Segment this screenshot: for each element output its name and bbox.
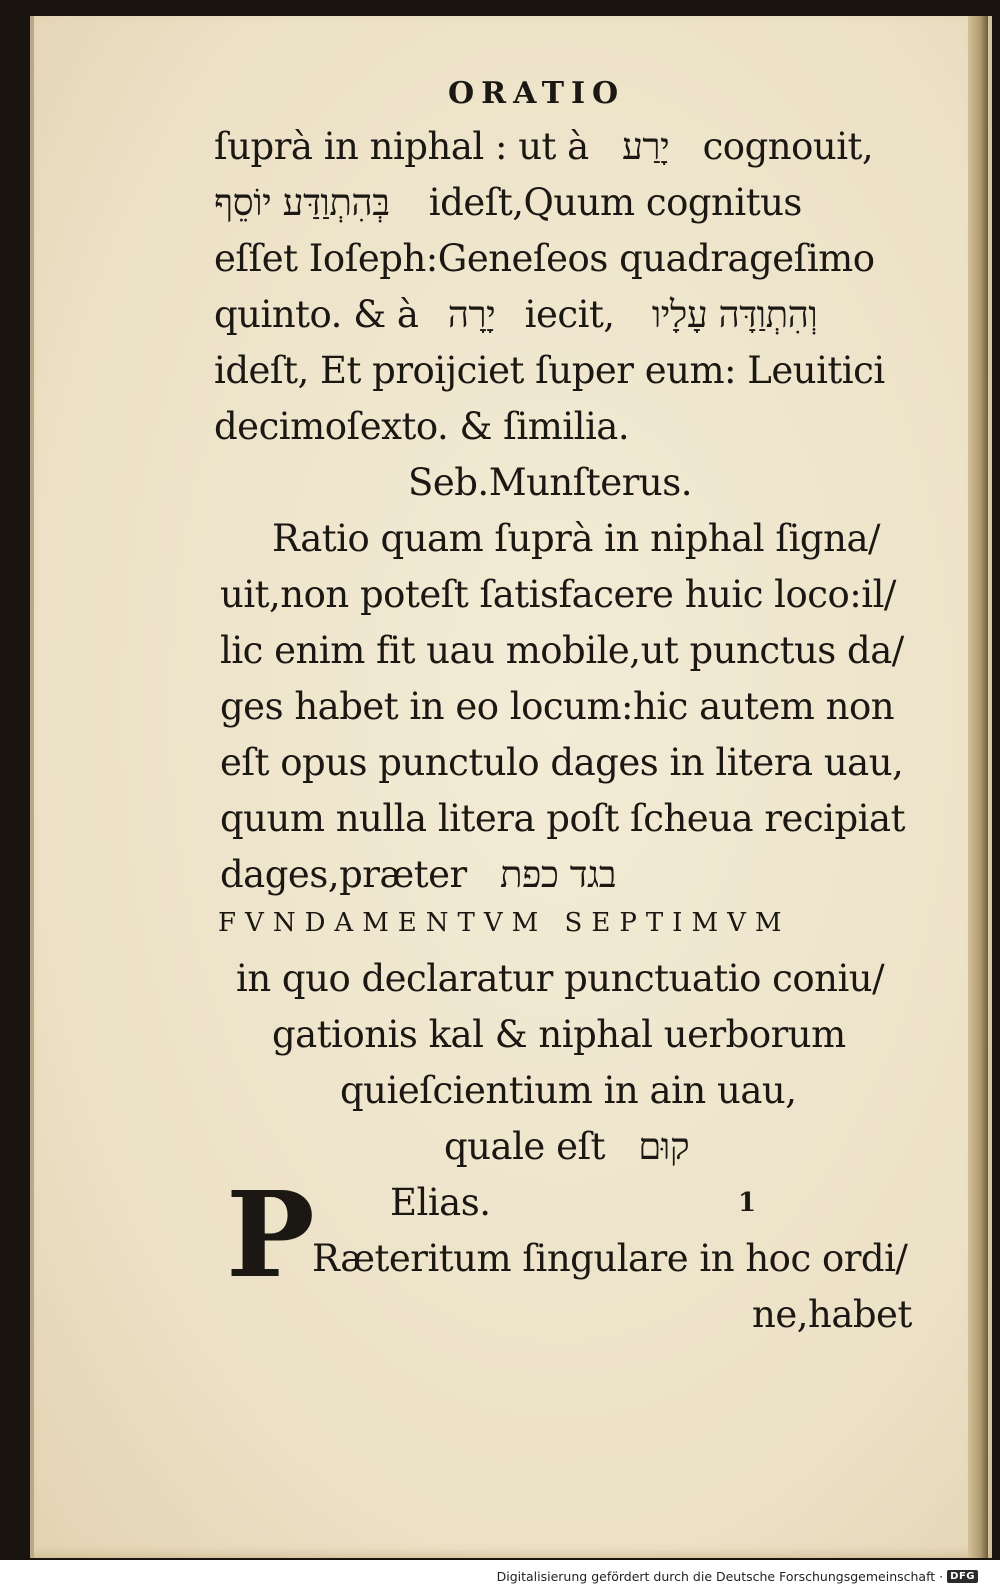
hebrew-phrase: בגד כפת	[499, 853, 617, 896]
hebrew-phrase: בְּהִתְוַדַּע יוֹסֵף	[214, 181, 390, 224]
page-edge	[968, 16, 988, 1558]
final-line-2: ne,habet	[752, 1293, 912, 1336]
final-line-1: Ræteritum ſingulare in hoc ordi/	[312, 1237, 908, 1280]
hebrew-word: יָרָה	[447, 293, 496, 336]
section-subheading-1: in quo declaratur punctuatio coniu/	[236, 957, 885, 1000]
hebrew-phrase: וְהִתְוַדָּה עָלָיו	[651, 293, 818, 336]
footer-text: Digitalisierung gefördert durch die Deutsche Forschungsgemeinschaft	[496, 1568, 936, 1584]
section-heading: FVNDAMENTVM SEPTIMVM	[218, 908, 791, 938]
text-line-5: ideſt, Et proijciet ſuper eum: Leuitici	[214, 349, 885, 392]
author-heading-2: Elias.	[390, 1181, 491, 1224]
marginal-number: 1	[738, 1188, 757, 1218]
paragraph-line-2: uit,non poteſt ſatisfacere huic loco:il/	[220, 573, 896, 616]
text-line-6: decimoſexto. & ſimilia.	[214, 405, 630, 448]
paragraph-line-1: Ratio quam ſuprà in niphal ſigna/	[272, 517, 880, 560]
text-line-2: בְּהִתְוַדַּע יוֹסֵף ideſt,Quum cognitus	[214, 181, 802, 224]
paragraph-line-7: dages,præter בגד כפת	[220, 853, 617, 896]
paragraph-line-5: eſt opus punctulo dages in litera uau,	[220, 741, 904, 784]
paragraph-line-6: quum nulla litera poſt ſcheua recipiat	[220, 797, 905, 840]
drop-cap: P	[226, 1165, 315, 1304]
hebrew-word: קוּם	[638, 1125, 690, 1168]
section-subheading-3: quieſcientium in ain uau,	[340, 1069, 797, 1112]
author-heading: Seb.Munſterus.	[408, 461, 692, 504]
text-line-4: quinto. & à יָרָה iecit, וְהִתְוַדָּה עָלָיו	[214, 293, 818, 336]
paragraph-line-4: ges habet in eo locum:hic autem non	[220, 685, 895, 728]
running-head: ORATIO	[448, 76, 626, 111]
section-subheading-2: gationis kal & niphal uerborum	[272, 1013, 846, 1056]
funding-footer: Digitalisierung gefördert durch die Deutsche Forschungsgemeinschaft · DFG	[497, 1566, 978, 1586]
text-line-1: ſuprà in niphal : ut à יָרַע cognouit,	[214, 125, 874, 168]
section-subheading-4: quale eſt קוּם	[444, 1125, 690, 1168]
paragraph-line-3: lic enim fit uau mobile,ut punctus da/	[220, 629, 904, 672]
text-line-3: eſſet Ioſeph:Geneſeos quadrageſimo	[214, 237, 875, 280]
hebrew-word: יָרַע	[621, 125, 670, 168]
dfg-logo-icon: DFG	[947, 1570, 978, 1583]
